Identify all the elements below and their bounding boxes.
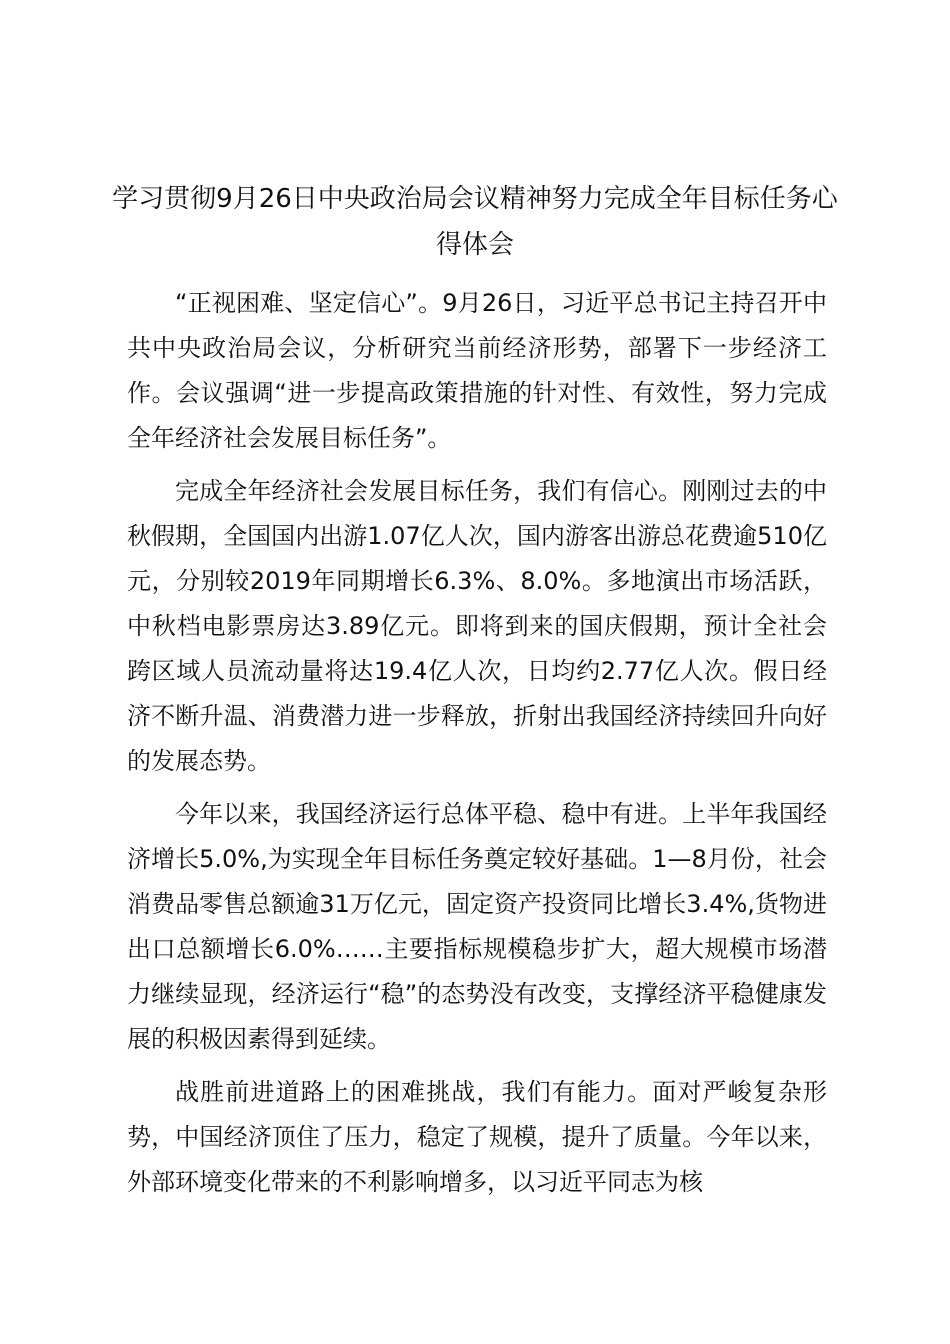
paragraph-3: 今年以来，我国经济运行总体平稳、稳中有进。上半年我国经济增长5.0%,为实现全年目标任务奠定较好基础。1—8月份，社会消费品零售总额逾31万亿元，固定资产投资同比增长3.4%,货物进出口总额增长6.0%……主要指标规模稳步扩大，超大规模市场潜力继续显现，经济运行“稳”的态势没有改变，支撑经济平稳健康发展的积极因素得到延续。 — [127, 800, 827, 1053]
paragraph-4: 战胜前进道路上的困难挑战，我们有能力。面对严峻复杂形势，中国经济顶住了压力，稳定了规模，提升了质量。今年以来，外部环境变化带来的不利影响增多，以习近平同志为核 — [127, 1078, 827, 1196]
document-body — [127, 281, 827, 1213]
paragraph-1: “正视困难、坚定信心”。9月26日，习近平总书记主持召开中共中央政治局会议，分析研究当前经济形势，部署下一步经济工作。会议强调“进一步提高政策措施的针对性、有效性，努力完成全年经济社会发展目标任务”。 — [127, 289, 827, 452]
document-title: 学习贯彻9月26日中央政治局会议精神努力完成全年目标任务心得体会 — [112, 184, 838, 260]
paragraph-2: 完成全年经济社会发展目标任务，我们有信心。刚刚过去的中秋假期，全国国内出游1.07亿人次，国内游客出游总花费逾510亿元，分别较2019年同期增长6.3%、8.0%。多地演出市场活跃，中秋档电影票房达3.89亿元。即将到来的国庆假期，预计全社会跨区域人员流动量将达19.4亿人次，日均约2.77亿人次。假日经济不断升温、消费潜力进一步释放，折射出我国经济持续回升向好的发展态势。 — [127, 477, 827, 775]
